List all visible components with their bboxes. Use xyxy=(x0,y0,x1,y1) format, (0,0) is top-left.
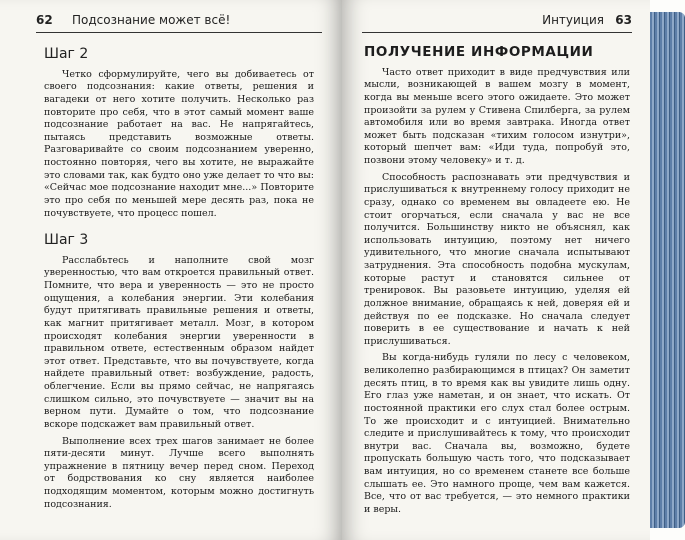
section-heading: ПОЛУЧЕНИЕ ИНФОРМАЦИИ xyxy=(364,44,594,60)
left-text-column xyxy=(44,46,314,515)
right-running-header xyxy=(362,12,632,33)
right-paragraph-3: Вы когда-нибудь гуляли по лесу с человеком, великолепно разбирающимся в птицах? Он заметит десять птиц, в то время как вы увидите лишь одну. Его глаз уже наметан, и он знает, что искать. От постоянной практики его слух стал более острым. То же происходит и с интуицией. Внимательно следите и прислушивайтесь к тому, что происходит внутри вас. Сначала вы, возможно, будете пропускать большую часть того, что подсказывает вам интуиция, но со временем станете все больше слышать ее. Это намного проще, чем вам кажется. Все, что от вас требуется, — это немного практики и веры. xyxy=(364,352,630,515)
left-page xyxy=(0,0,342,540)
right-running-title: Интуиция xyxy=(542,13,604,27)
step2-heading: Шаг 2 xyxy=(44,46,89,62)
right-paragraph-1: Часто ответ приходит в виде предчувствия или мысли, возникающей в вашем мозгу в момент, когда вы меньше всего этого ожидаете. Это может произойти за рулем у Стивена Спилберга, за рулем автомобиля или во время завтрака. Иногда ответ может быть подсказан «тихим голосом изнутри», который шепчет вам: «Иди туда, попробуй это, позвони этому человеку» и т. д. xyxy=(364,66,630,166)
step3-heading: Шаг 3 xyxy=(44,232,89,249)
left-running-header xyxy=(36,12,322,33)
left-page-number: 62 xyxy=(36,13,53,27)
right-text-column xyxy=(364,46,630,521)
step2-paragraph: Четко сформулируйте, чего вы добиваетесь от своего подсознания: какие ответы, решения и вагадеки от него хотите получить. Несколько раз повторите про себя, что в этот самый момент ваше подсознание работает на вас. Не напрягайтесь, пытаясь представить возможные ответы. Разговаривайте со своим подсознанием уверенно, постоянно повторяя, чего вы хотите, не выражайте это словами так, как будто оно уже делает то что вы: «Сейчас мое подсознание находит мне...» Повторите это про себя по меньшей мере десять раз, пока не почувствуете, что процесс пошел. xyxy=(44,68,314,219)
step3-paragraph-1: Расслабьтесь и наполните свой мозг уверенностью, что вам откроется правильный ответ. Помните, что вера и уверенность — это не просто ощущения, а колебания энергии. Эти колебания будут притягивать правильные решения и ответы, как магнит притягивает металл. Мозг, в котором происходят колебания энергии уверенности в правильном ответе, естественным образом найдет этот ответ. Представьте, что вы почувствуете, когда найдете правильный ответ: возбуждение, радость, облегчение. Если вы прямо сейчас, не напрягаясь слишком сильно, это почувствуете — значит вы на верном пути. Думайте о том, что подсознание вскоре подскажет вам правильный ответ. xyxy=(44,254,314,430)
right-paragraph-2: Способность распознавать эти предчувствия и прислушиваться к внутреннему голосу приходит не сразу, однако со временем вы овладеете ею. Не стоит огорчаться, если сначала у вас не все получится. Большинству никто не объяснял, как использовать интуицию, поэтому нет ничего удивительного, что многие сначала испытывают затруднения. Эта способность подобна мускулам, которые растут и становятся сильнее от тренировок. Вы разовьете интуицию, уделяя ей должное внимание, обращаясь к ней, доверяя ей и действуя по ее подсказке. Но сначала следует поверить в ее существование и начать к ней прислушиваться. xyxy=(364,171,630,347)
left-running-title: Подсознание может всё! xyxy=(72,13,231,27)
step3-paragraph-2: Выполнение всех трех шагов занимает не более пяти-десяти минут. Лучше всего выполнять упражнение в пятницу вечер перед сном. Переход от бодрствования ко сну является наиболее подходящим моментом, которым можно достигнуть подсознания. xyxy=(44,435,314,510)
right-page-number: 63 xyxy=(615,13,632,27)
page-edges xyxy=(650,12,685,528)
right-page xyxy=(342,0,650,540)
